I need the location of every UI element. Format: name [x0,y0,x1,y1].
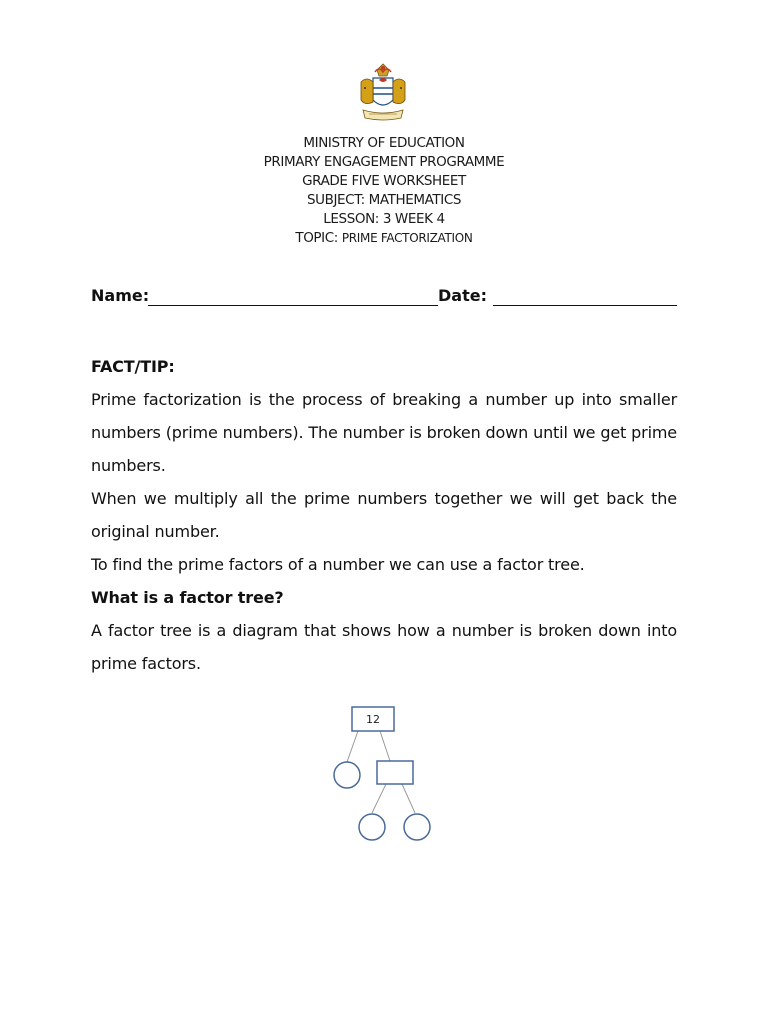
fact-tip-section [91,350,677,680]
topic-prefix: TOPIC: [295,230,342,246]
connector-mid-left [372,784,386,813]
subject-title: SUBJECT: MATHEMATICS [306,192,462,208]
left-circle [334,762,360,788]
name-label: Name: [91,286,150,305]
date-label: Date: [438,286,487,305]
lesson-title: LESSON: 3 WEEK 4 [323,211,445,227]
grade-title: GRADE FIVE WORKSHEET [302,173,466,189]
bottom-right-circle [404,814,430,840]
programme-title: PRIMARY ENGAGEMENT PROGRAMME [263,154,505,170]
ministry-title: MINISTRY OF EDUCATION [303,135,465,151]
connector-root-right [380,731,390,761]
worksheet-header [0,134,768,248]
connector-root-left [347,731,358,762]
name-field[interactable] [148,305,438,306]
connector-mid-right [402,784,415,813]
name-date-row [91,286,681,308]
topic-title: PRIME FACTORIZATION [341,231,473,245]
factor-tree-question: What is a factor tree? [91,588,284,607]
paragraph-factor-tree-definition: A factor tree is a diagram that shows how a number is broken down into prime factors. [91,621,677,673]
coat-of-arms-icon [353,62,413,124]
topic-line [0,229,768,248]
factor-tree-diagram [320,700,440,850]
middle-box [377,761,413,784]
date-field[interactable] [493,305,677,306]
paragraph-factor-tree-intro: To find the prime factors of a number we can use a factor tree. [91,555,585,574]
root-value: 12 [366,713,380,726]
fact-tip-heading: FACT/TIP: [91,357,175,376]
paragraph-multiply: When we multiply all the prime numbers together we will get back the original number. [91,489,677,541]
paragraph-definition: Prime factorization is the process of breaking a number up into smaller numbers (prime numbers). The number is broken down until we get prime numbers. [91,390,677,475]
bottom-left-circle [359,814,385,840]
